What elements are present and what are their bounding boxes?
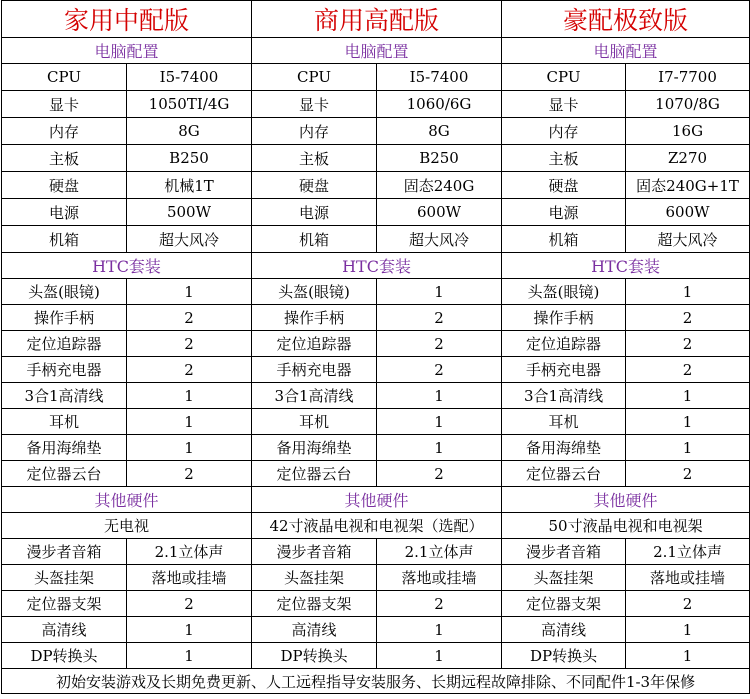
kit-item-qty: 1 <box>626 435 750 461</box>
kit-item-label: 操作手柄 <box>252 305 377 331</box>
footer-row <box>2 669 750 694</box>
spec-label: 机箱 <box>2 226 127 253</box>
kit-item-qty: 2 <box>626 331 750 357</box>
hardware-value: 2 <box>127 591 252 617</box>
section-header: 电脑配置 <box>252 38 502 64</box>
spec-value: 1060/6G <box>377 91 502 118</box>
kit-item-qty: 1 <box>626 279 750 305</box>
spec-label: 硬盘 <box>252 172 377 199</box>
spec-row <box>2 64 750 91</box>
section-header: 其他硬件 <box>2 487 252 513</box>
hardware-label: 定位器支架 <box>502 591 626 617</box>
section-header: 电脑配置 <box>502 38 750 64</box>
tier-title: 豪配极致版 <box>502 1 750 38</box>
kit-item-label: 定位器云台 <box>252 461 377 487</box>
spec-value: I5-7400 <box>377 64 502 91</box>
kit-row <box>2 461 750 487</box>
kit-item-qty: 2 <box>377 357 502 383</box>
hardware-label: DP转换头 <box>502 643 626 669</box>
hardware-row <box>2 617 750 643</box>
section-header-row <box>2 487 750 513</box>
hardware-label: 漫步者音箱 <box>252 539 377 565</box>
kit-item-label: 耳机 <box>252 409 377 435</box>
kit-item-qty: 1 <box>127 435 252 461</box>
hardware-value: 1 <box>626 643 750 669</box>
hardware-label: 定位器支架 <box>2 591 127 617</box>
kit-item-qty: 1 <box>377 435 502 461</box>
spec-value: 1070/8G <box>626 91 750 118</box>
hardware-value: 1 <box>127 617 252 643</box>
spec-value: B250 <box>377 145 502 172</box>
spec-label: 电源 <box>2 199 127 226</box>
hardware-value: 1 <box>377 643 502 669</box>
kit-item-label: 3合1高清线 <box>252 383 377 409</box>
spec-value: 1050TI/4G <box>127 91 252 118</box>
hardware-label: 头盔挂架 <box>252 565 377 591</box>
kit-item-qty: 1 <box>127 383 252 409</box>
hardware-label: 漫步者音箱 <box>2 539 127 565</box>
hardware-label: 高清线 <box>502 617 626 643</box>
service-note: 初始安装游戏及长期免费更新、人工远程指导安装服务、长期远程故障排除、不同配件1-3年保修 <box>2 669 750 694</box>
hardware-label: 漫步者音箱 <box>502 539 626 565</box>
hardware-label: 高清线 <box>2 617 127 643</box>
spec-value: 600W <box>626 199 750 226</box>
hardware-row <box>2 539 750 565</box>
kit-item-label: 手柄充电器 <box>2 357 127 383</box>
kit-item-qty: 2 <box>377 305 502 331</box>
spec-value: I5-7400 <box>127 64 252 91</box>
kit-item-qty: 2 <box>626 357 750 383</box>
hardware-row <box>2 643 750 669</box>
hardware-value: 2.1立体声 <box>626 539 750 565</box>
kit-item-label: 备用海绵垫 <box>252 435 377 461</box>
spec-label: 主板 <box>252 145 377 172</box>
section-header: HTC套装 <box>252 253 502 279</box>
spec-row <box>2 226 750 253</box>
spec-label: 电源 <box>502 199 626 226</box>
section-header: HTC套装 <box>2 253 252 279</box>
kit-item-label: 备用海绵垫 <box>2 435 127 461</box>
hardware-label: 高清线 <box>252 617 377 643</box>
hardware-row <box>2 591 750 617</box>
spec-value: I7-7700 <box>626 64 750 91</box>
section-header-row <box>2 38 750 64</box>
section-header: 电脑配置 <box>2 38 252 64</box>
spec-value: 固态240G+1T <box>626 172 750 199</box>
spec-value: 固态240G <box>377 172 502 199</box>
kit-item-qty: 2 <box>127 305 252 331</box>
kit-item-qty: 2 <box>377 461 502 487</box>
kit-item-label: 定位器云台 <box>502 461 626 487</box>
tier-title: 家用中配版 <box>2 1 252 38</box>
tv-option: 无电视 <box>2 513 252 539</box>
spec-value: B250 <box>127 145 252 172</box>
spec-value: 超大风冷 <box>626 226 750 253</box>
kit-item-qty: 1 <box>127 279 252 305</box>
spec-label: 机箱 <box>252 226 377 253</box>
kit-item-qty: 1 <box>626 383 750 409</box>
hardware-value: 落地或挂墙 <box>377 565 502 591</box>
hardware-label: 头盔挂架 <box>2 565 127 591</box>
spec-label: 硬盘 <box>502 172 626 199</box>
kit-item-label: 手柄充电器 <box>252 357 377 383</box>
spec-label: 内存 <box>2 118 127 145</box>
kit-item-qty: 2 <box>626 461 750 487</box>
kit-row <box>2 331 750 357</box>
spec-label: 显卡 <box>2 91 127 118</box>
hardware-value: 2 <box>626 591 750 617</box>
spec-label: 显卡 <box>502 91 626 118</box>
hardware-value: 2.1立体声 <box>127 539 252 565</box>
spec-value: 8G <box>127 118 252 145</box>
kit-item-label: 头盔(眼镜) <box>502 279 626 305</box>
kit-item-label: 3合1高清线 <box>502 383 626 409</box>
spec-row <box>2 145 750 172</box>
spec-row <box>2 91 750 118</box>
kit-row <box>2 279 750 305</box>
kit-item-qty: 2 <box>626 305 750 331</box>
kit-item-label: 定位追踪器 <box>502 331 626 357</box>
kit-row <box>2 383 750 409</box>
section-header: 其他硬件 <box>252 487 502 513</box>
kit-item-qty: 1 <box>127 409 252 435</box>
kit-item-qty: 2 <box>377 331 502 357</box>
hardware-value: 落地或挂墙 <box>626 565 750 591</box>
spec-row <box>2 118 750 145</box>
spec-label: 内存 <box>502 118 626 145</box>
hardware-label: DP转换头 <box>252 643 377 669</box>
hardware-value: 2.1立体声 <box>377 539 502 565</box>
spec-value: 16G <box>626 118 750 145</box>
spec-value: 600W <box>377 199 502 226</box>
table-body <box>2 1 750 694</box>
kit-row <box>2 305 750 331</box>
spec-label: 显卡 <box>252 91 377 118</box>
hardware-row <box>2 565 750 591</box>
kit-item-label: 头盔(眼镜) <box>2 279 127 305</box>
kit-item-label: 头盔(眼镜) <box>252 279 377 305</box>
hardware-value: 1 <box>377 617 502 643</box>
hardware-label: 定位器支架 <box>252 591 377 617</box>
spec-row <box>2 172 750 199</box>
hardware-value: 1 <box>127 643 252 669</box>
hardware-label: 头盔挂架 <box>502 565 626 591</box>
section-header-row <box>2 253 750 279</box>
section-header: HTC套装 <box>502 253 750 279</box>
spec-label: 内存 <box>252 118 377 145</box>
kit-item-label: 操作手柄 <box>502 305 626 331</box>
kit-row <box>2 409 750 435</box>
spec-label: CPU <box>502 64 626 91</box>
spec-value: 超大风冷 <box>127 226 252 253</box>
kit-item-qty: 2 <box>127 461 252 487</box>
kit-item-label: 耳机 <box>2 409 127 435</box>
kit-row <box>2 435 750 461</box>
spec-value: 8G <box>377 118 502 145</box>
hardware-label: DP转换头 <box>2 643 127 669</box>
kit-item-qty: 2 <box>127 331 252 357</box>
kit-item-qty: 1 <box>377 383 502 409</box>
kit-item-label: 操作手柄 <box>2 305 127 331</box>
spec-value: 500W <box>127 199 252 226</box>
hardware-value: 落地或挂墙 <box>127 565 252 591</box>
kit-row <box>2 357 750 383</box>
spec-value: Z270 <box>626 145 750 172</box>
hardware-value: 1 <box>626 617 750 643</box>
kit-item-label: 3合1高清线 <box>2 383 127 409</box>
spec-row <box>2 199 750 226</box>
tv-option: 42寸液晶电视和电视架（选配） <box>252 513 502 539</box>
spec-label: 电源 <box>252 199 377 226</box>
tv-row <box>2 513 750 539</box>
kit-item-label: 备用海绵垫 <box>502 435 626 461</box>
spec-value: 机械1T <box>127 172 252 199</box>
spec-label: CPU <box>252 64 377 91</box>
tier-title-row <box>2 1 750 38</box>
tv-option: 50寸液晶电视和电视架 <box>502 513 750 539</box>
tier-title: 商用高配版 <box>252 1 502 38</box>
kit-item-label: 耳机 <box>502 409 626 435</box>
kit-item-qty: 1 <box>377 409 502 435</box>
package-comparison-table <box>1 0 750 694</box>
kit-item-label: 定位追踪器 <box>252 331 377 357</box>
kit-item-label: 定位追踪器 <box>2 331 127 357</box>
spec-label: 机箱 <box>502 226 626 253</box>
hardware-value: 2 <box>377 591 502 617</box>
spec-label: 硬盘 <box>2 172 127 199</box>
spec-label: 主板 <box>502 145 626 172</box>
spec-value: 超大风冷 <box>377 226 502 253</box>
spec-label: CPU <box>2 64 127 91</box>
kit-item-qty: 2 <box>127 357 252 383</box>
kit-item-qty: 1 <box>626 409 750 435</box>
spec-label: 主板 <box>2 145 127 172</box>
kit-item-label: 定位器云台 <box>2 461 127 487</box>
kit-item-label: 手柄充电器 <box>502 357 626 383</box>
kit-item-qty: 1 <box>377 279 502 305</box>
section-header: 其他硬件 <box>502 487 750 513</box>
